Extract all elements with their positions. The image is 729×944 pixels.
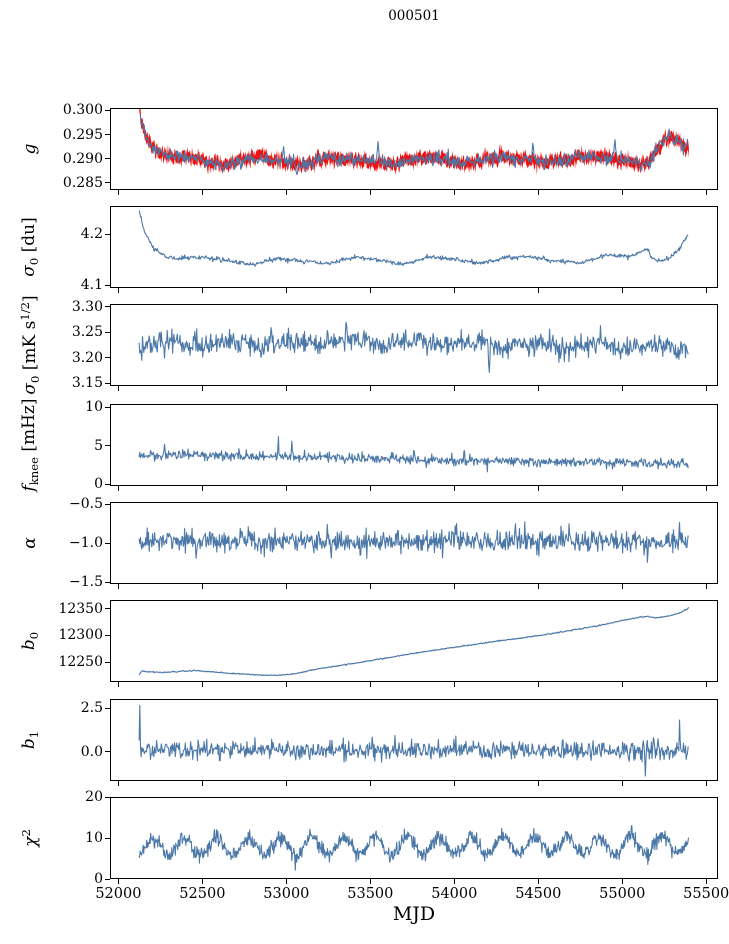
y-tick-fknee (105, 445, 110, 446)
panel-canvas-b0 (111, 601, 717, 681)
series-sigma0-mK-line (139, 322, 688, 372)
series-b1-line (139, 705, 688, 776)
y-tick-g (105, 158, 110, 159)
y-tick-label-sigma0-du: 4.2 (80, 226, 103, 243)
panel-canvas-fknee (111, 405, 717, 485)
y-tick-label-b1: 0.0 (80, 743, 103, 760)
y-axis-label-chi2 (19, 829, 41, 847)
x-tick-label: 54000 (431, 886, 478, 902)
x-tick (538, 288, 539, 293)
x-tick (202, 879, 203, 884)
x-tick (538, 879, 539, 884)
y-axis-label-part: [mHz] (18, 398, 39, 458)
y-axis-label-part: 2 (19, 829, 34, 837)
x-tick (286, 386, 287, 391)
series-b0-line (139, 608, 689, 676)
y-axis-label-part: χ (20, 836, 41, 847)
y-tick-label-b0: 12250 (58, 654, 103, 671)
panel-canvas-chi2 (111, 798, 717, 878)
y-axis-label-part: [du] (18, 217, 39, 258)
y-tick-label-g: 0.285 (62, 174, 103, 191)
y-tick-label-fknee: 0 (94, 476, 103, 493)
x-tick (706, 486, 707, 491)
panel-sigma0-mK (110, 304, 718, 386)
x-tick (706, 288, 707, 293)
x-tick (622, 879, 623, 884)
x-tick (538, 781, 539, 786)
series-chi2-line (139, 826, 688, 871)
y-tick-sigma0-du (105, 285, 110, 286)
y-axis-label-part: g (20, 143, 40, 155)
y-tick-alpha (105, 582, 110, 583)
panel-fknee (110, 404, 718, 486)
y-tick-sigma0-mK (105, 357, 110, 358)
y-axis-label-part: 0 (27, 375, 42, 383)
x-tick (454, 879, 455, 884)
y-tick-b1 (105, 751, 110, 752)
y-tick-chi2 (105, 879, 110, 880)
x-tick (118, 486, 119, 491)
x-tick-label: 55000 (599, 886, 646, 902)
y-tick-fknee (105, 407, 110, 408)
x-tick (706, 190, 707, 195)
series-sigma0-du-line (139, 211, 688, 267)
y-axis-label-fknee (19, 399, 41, 492)
panel-canvas-g (111, 109, 717, 189)
x-tick (622, 288, 623, 293)
x-tick-label: 53500 (347, 886, 394, 902)
series-alpha-line (139, 522, 688, 563)
panel-chi2 (110, 797, 718, 879)
x-tick (286, 781, 287, 786)
y-tick-b0 (105, 608, 110, 609)
y-tick-label-fknee: 10 (85, 399, 103, 416)
y-tick-label-alpha: −0.5 (69, 496, 103, 513)
y-tick-b1 (105, 708, 110, 709)
y-tick-label-chi2: 20 (85, 789, 103, 805)
x-tick (454, 288, 455, 293)
x-tick (706, 682, 707, 687)
y-axis-label-sigma0-du (19, 217, 41, 276)
y-axis-label-part: b (18, 639, 39, 651)
y-axis-label-part: b (18, 738, 39, 750)
x-tick (706, 781, 707, 786)
x-tick (622, 781, 623, 786)
panel-b1 (110, 699, 718, 781)
y-tick-b0 (105, 635, 110, 636)
x-tick (118, 584, 119, 589)
x-tick (454, 386, 455, 391)
x-tick (538, 584, 539, 589)
x-tick (370, 781, 371, 786)
y-tick-g (105, 134, 110, 135)
x-tick (454, 781, 455, 786)
y-axis-label-part: 1 (27, 730, 42, 739)
y-tick-label-g: 0.290 (62, 150, 103, 167)
x-axis-label: MJD (392, 903, 436, 925)
x-tick (286, 190, 287, 195)
x-tick (622, 584, 623, 589)
x-tick (202, 682, 203, 687)
x-tick (454, 190, 455, 195)
x-tick (454, 682, 455, 687)
x-tick (370, 584, 371, 589)
y-tick-label-b1: 2.5 (80, 700, 103, 717)
x-tick (286, 879, 287, 884)
x-tick-label: 55500 (683, 886, 729, 902)
y-tick-sigma0-mK (105, 306, 110, 307)
y-tick-label-alpha: −1.0 (69, 535, 103, 552)
y-axis-label-alpha (20, 537, 40, 548)
y-axis-label-part: 1/2 (18, 302, 33, 321)
x-tick (622, 682, 623, 687)
y-tick-label-b0: 12300 (58, 627, 103, 644)
x-tick (454, 584, 455, 589)
y-axis-label-g (20, 144, 40, 155)
x-tick (202, 288, 203, 293)
x-tick (538, 386, 539, 391)
y-axis-label-part: 0 (27, 631, 42, 640)
panel-canvas-sigma0-mK (111, 305, 717, 385)
y-axis-label-part: α (20, 537, 40, 549)
series-fknee-line (139, 437, 688, 472)
y-tick-alpha (105, 543, 110, 544)
x-tick (286, 486, 287, 491)
y-axis-label-sigma0-mK (18, 295, 42, 394)
x-tick (118, 288, 119, 293)
x-tick (286, 584, 287, 589)
x-tick (202, 584, 203, 589)
y-tick-label-sigma0-mK: 3.20 (71, 349, 103, 366)
x-tick (370, 386, 371, 391)
x-tick (118, 781, 119, 786)
y-axis-label-part: [mK s (19, 320, 40, 376)
y-tick-chi2 (105, 797, 110, 798)
y-tick-g (105, 182, 110, 183)
y-tick-label-g: 0.300 (62, 102, 103, 119)
chart-title: 000501 (388, 8, 440, 24)
y-tick-alpha (105, 504, 110, 505)
y-axis-label-b0 (19, 632, 41, 650)
panel-canvas-b1 (111, 700, 717, 780)
x-tick-label: 52000 (95, 886, 142, 902)
y-tick-sigma0-mK (105, 332, 110, 333)
panel-g (110, 108, 718, 190)
x-tick (118, 879, 119, 884)
y-tick-sigma0-du (105, 234, 110, 235)
x-tick (286, 288, 287, 293)
x-tick (538, 486, 539, 491)
y-tick-label-chi2: 10 (85, 830, 103, 846)
x-tick-label: 54500 (515, 886, 562, 902)
x-tick (118, 682, 119, 687)
x-tick (706, 879, 707, 884)
y-tick-label-sigma0-du: 4.1 (80, 277, 103, 294)
x-tick (370, 190, 371, 195)
y-tick-label-sigma0-mK: 3.25 (71, 324, 103, 341)
x-tick (286, 682, 287, 687)
x-tick (622, 486, 623, 491)
x-tick (118, 190, 119, 195)
x-tick (370, 682, 371, 687)
x-tick (706, 386, 707, 391)
x-tick-label: 53000 (263, 886, 310, 902)
y-tick-label-g: 0.295 (62, 126, 103, 143)
panel-canvas-sigma0-du (111, 207, 717, 287)
x-tick (706, 584, 707, 589)
y-axis-label-b1 (19, 731, 41, 749)
x-tick (370, 486, 371, 491)
panel-b0 (110, 600, 718, 682)
x-tick-label: 52500 (179, 886, 226, 902)
y-tick-g (105, 110, 110, 111)
x-tick (538, 682, 539, 687)
y-tick-fknee (105, 484, 110, 485)
x-tick (118, 386, 119, 391)
panel-sigma0-du (110, 206, 718, 288)
x-tick (202, 781, 203, 786)
x-tick (622, 386, 623, 391)
x-tick (454, 486, 455, 491)
y-axis-label-part: 0 (27, 257, 42, 266)
y-axis-label-part: ] (19, 295, 40, 303)
x-tick (202, 386, 203, 391)
y-tick-chi2 (105, 838, 110, 839)
y-tick-label-fknee: 5 (94, 437, 103, 454)
x-tick (202, 486, 203, 491)
y-tick-label-chi2: 0 (94, 871, 103, 887)
y-axis-label-part: knee (27, 457, 42, 486)
y-axis-label-part: σ (18, 265, 39, 277)
y-axis-label-part: f (18, 485, 39, 492)
x-tick (622, 190, 623, 195)
y-tick-sigma0-mK (105, 383, 110, 384)
y-tick-b0 (105, 662, 110, 663)
x-tick (202, 190, 203, 195)
x-tick (370, 288, 371, 293)
y-tick-label-b0: 12350 (58, 600, 103, 617)
panel-canvas-alpha (111, 503, 717, 583)
y-axis-label-part: σ (19, 382, 40, 395)
y-tick-label-alpha: −1.5 (69, 574, 103, 591)
x-tick (370, 879, 371, 884)
y-tick-label-sigma0-mK: 3.30 (71, 298, 103, 315)
panel-alpha (110, 502, 718, 584)
x-tick (538, 190, 539, 195)
y-tick-label-sigma0-mK: 3.15 (71, 375, 103, 392)
